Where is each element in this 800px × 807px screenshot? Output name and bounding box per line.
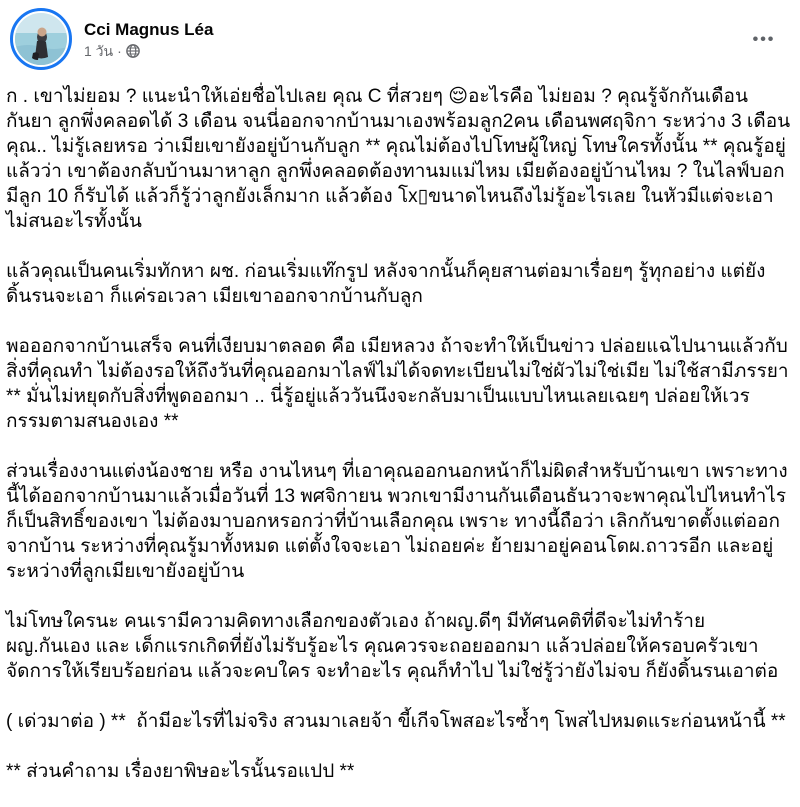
timestamp[interactable]: 1 วัน [84,42,114,59]
post-paragraph: ก . เขาไม่ยอม ? แนะนำให้เอ่ยชื่อไปเลย คุณ C ที่สวยๆ 😌อะไรคือ ไม่ยอม ? คุณรู้จักกันเดือนกันยา ลูกพึ่งคลอดได้ 3 เดือน จนนี่ออกจากบ้านมาเองพร้อมลูก2คน เดือนพศฤจิกา ระหว่าง 3 เดือน คุณ.. ไม่รู้เลยหรอ ว่าเมียเขายังอยู่บ้านกับลูก ** คุณไม่ต้องไปโทษผู้ใหญ่ โทษใครทั้งนั้น ** คุณรู้อยู่แล้วว่า เขาต้องกลับบ้านมาหาลูก ลูกพึ่งคลอดต้องทานมแม่ไหม เมียต้องอยู่บ้านไหม ? ในไลฟ์บอกมีลูก 10 ก็รับได้ แล้วก็รู้ว่าลูกยังเล็กมาก แล้วต้อง โx▯ขนาดไหนถึงไม่รู้อะไรเลย ในหัวมีแต่จะเอาไม่สนอะไรทั้งนั้น [6,86,796,232]
post-paragraph: ไม่โทษใครนะ คนเรามีความคิดทางเลือกของตัวเอง ถ้าผญ.ดีๆ มีทัศนคติที่ดีจะไม่ทำร้าย ผญ.กันเอง และ เด็กแรกเกิดที่ยังไม่รับรู้อะไร คุณควรจะถอยออกมา แล้วปล่อยให้ครอบครัวเขาจัดการให้เรียบร้อยก่อน แล้วจะคบใคร จะทำอะไร คุณก็ทำไป ไม่ใช่รู้ว่ายังไม่จบ ก็ยังดิ้นรนเอาต่อ [6,611,779,682]
post-paragraph: พอออกจากบ้านเสร็จ คนที่เงียบมาตลอด คือ เมียหลวง ถ้าจะทำให้เป็นข่าว ปล่อยแฉไปนานแล้วกับสิ่งที่คุณทำ ไม่ต้องรอให้ถึงวันที่คุณออกมาไลฟ์ไม่ได้จดทะเบียนไม่ใช่ผัวไม่ใช่เมีย ไม่ใช้สามีภรรยา ** มั่นไม่หยุดกับสิ่งที่พูดออกมา .. นี่รู้อยู่แล้ววันนึงจะกลับมาเป็นแบบไหนเลยเฉยๆ ปล่อยให้เวรกรรมตามสนองเอง ** [6,336,794,432]
post-paragraph: ** ส่วนคำถาม เรื่องยาพิษอะไรนั้นรอแปป ** [6,761,355,782]
avatar[interactable] [10,8,72,70]
avatar-photo [15,13,67,65]
post-meta [84,43,213,60]
avatar-person-in-water-icon [15,13,67,65]
ellipsis-icon: ••• [752,31,776,48]
meta-separator: · [117,42,122,59]
post-header [0,0,800,70]
author-name[interactable]: Cci Magnus Léa [84,19,214,39]
globe-privacy-icon [126,44,140,58]
post-paragraph: ส่วนเรื่องงานแต่งน้องชาย หรือ งานไหนๆ ที่เอาคุณออกนอกหน้าก็ไม่ผิดสำหรับบ้านเขา เพราะทางนี้ได้ออกจากบ้านมาแล้วเมื่อวันที่ 13 พศจิกายน พวกเขามีงานกันเดือนธันวาจะพาคุณไปไหนทำไร ก็เป็นสิทธิ์ของเขา ไม่ต้องมาบอกหรอกว่าที่บ้านเลือกคุณ เพราะ ทางนี้ถือว่า เลิกกันขาดตั้งแต่ออกจากบ้าน ระหว่างที่คุณรู้มาทั้งหมด แต่ตั้งใจจะเอา ไม่ถอยค่ะ ย้ายมาอยู่คอนโดผ.ถาวรอีก และอยู่ระหว่างที่ลูกเมียเขายังอยู่บ้าน [6,461,792,582]
header-text [84,19,213,60]
more-options-button[interactable] [746,26,782,54]
post-paragraph: ( เด่วมาต่อ ) ** ถ้ามีอะไรที่ไม่จริง สวนมาเลยจ้า ขี้เกีจโพสอะไรซ้ำๆ โพสไปหมดแระก่อนหน้านี้ ** [6,711,786,732]
post-body [0,70,800,784]
post-paragraph: แล้วคุณเป็นคนเริ่มทักหา ผช. ก่อนเริ่มแท๊กรูป หลังจากนั้นก็คุยสานต่อมาเรื่อยๆ รู้ทุกอย่าง แต่ยังดิ้นรนจะเอา ก็แค่รอเวลา เมียเขาออกจากบ้านกับลูก [6,261,766,307]
